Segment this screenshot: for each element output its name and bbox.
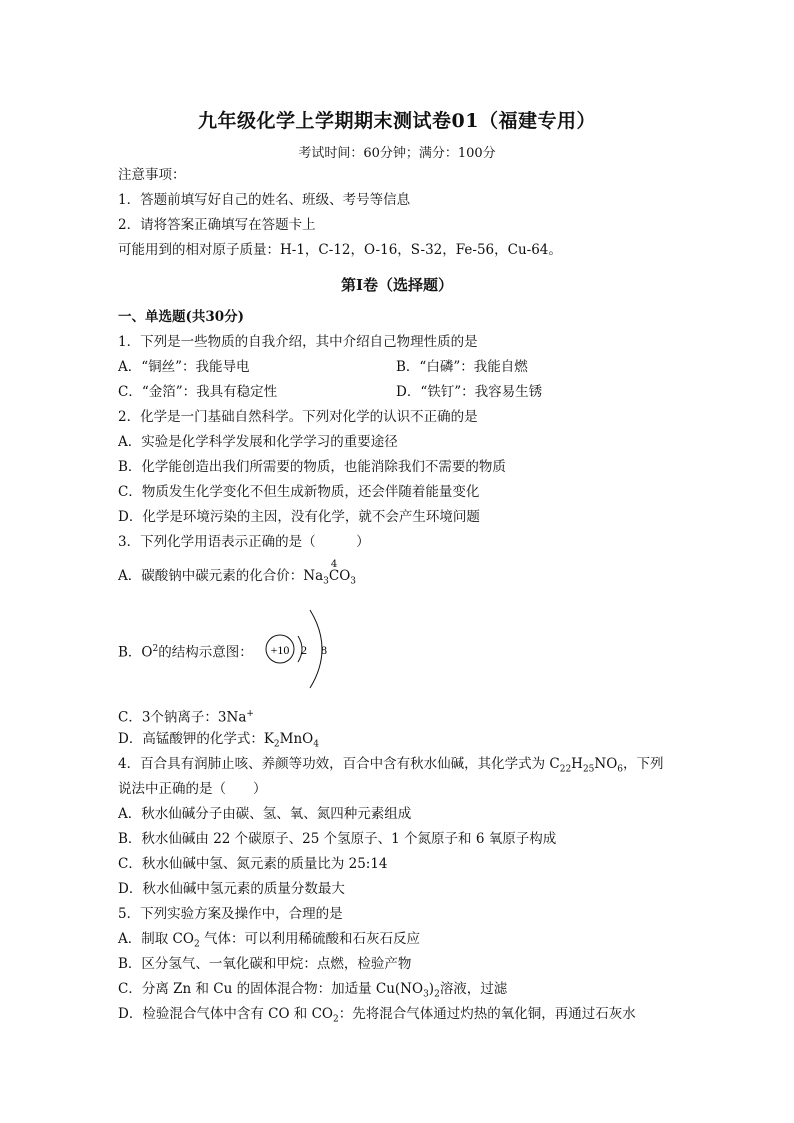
q4-stem-line2: 说法中正确的是（ ） [118,781,267,797]
q3-option-c-text: C．3个钠离子：3Na [118,709,247,726]
q5-option-c-tail: 溶液，过滤 [439,981,508,997]
q3-option-b-rest: 的结构示意图： [158,644,253,661]
q1-option-d: D．“铁钉”：我容易生锈 [396,384,543,400]
q5-option-b: B．区分氢气、一氧化碳和甲烷：点燃，检验产物 [118,956,412,972]
q3-formula-c-valence: 4 [330,559,338,570]
q4-stem-line1 [118,755,664,779]
q5-option-d-pre: D．检验混合气体中含有 CO 和 CO [118,1006,333,1022]
q5-option-c-pre: C．分离 Zn 和 Cu 的固体混合物：加适量 Cu(NO [118,981,424,997]
q4-sub-h: 25 [582,764,595,775]
q4-option-c: C．秋水仙碱中氢、氮元素的质量比为 25:14 [118,856,388,872]
q3-option-c [118,705,254,727]
shell-1-count: 2 [301,643,307,657]
q5-option-a-sub: 2 [193,939,200,950]
q4-sub-o: 6 [617,764,624,775]
q4-stem-a: 4．百合具有润肺止咳、养颜等功效，百合中含有秋水仙碱，其化学式为 C [118,756,560,772]
q3-option-c-sup: + [246,709,254,719]
q4-stem-b: ，下列 [623,756,664,772]
q3-option-b-sup: 2 [152,644,159,654]
q5-option-c-sub: 3 [423,989,429,1000]
q3-option-d-mid: MnO [279,731,314,747]
q2-stem: 2．化学是一门基础自然科学。下列对化学的认识不正确的是 [118,409,478,425]
part1-title: 第I卷（选择题） [340,276,454,294]
q3-option-d [118,730,319,754]
q2-option-d: D．化学是环境污染的主因，没有化学，就不会产生环境问题 [118,509,480,525]
exam-title: 九年级化学上学期期末测试卷01（福建专用） [198,110,596,132]
q5-option-c-sub2: 2 [434,989,440,1000]
q3-option-b-text: B．O [118,644,153,661]
section-heading: 一、单选题(共30分) [118,309,245,325]
q4-option-b: B．秋水仙碱由 22 个碳原子、25 个氢原子、1 个氮原子和 6 氧原子构成 [118,831,557,847]
q4-sub-c: 22 [559,764,572,775]
q3-formula-na-sub: 3 [323,576,329,587]
notice-item-1: 1．答题前填写好自己的姓名、班级、考号等信息 [118,192,411,208]
q5-option-d-post: ：先将混合气体通过灼热的氧化铜，再通过石灰水 [338,1006,636,1022]
q3-stem: 3．下列化学用语表示正确的是（ ） [118,534,370,550]
atom-structure-diagram [262,604,342,694]
shell-2-count: 8 [321,643,327,657]
q4-h: H [571,756,583,772]
q3-formula-o: O [339,568,351,584]
q3-option-d-text: D．高锰酸钾的化学式：K [118,731,274,747]
notice-heading: 注意事项： [118,167,186,183]
q1-stem: 1．下列是一些物质的自我介绍，其中介绍自己物理性质的是 [118,334,478,350]
q4-option-a: A．秋水仙碱分子由碳、氢、氧、氮四种元素组成 [118,806,412,822]
q3-formula-na: Na [303,568,324,584]
q5-option-c [118,980,507,1004]
q5-option-a-post: 气体：可以利用稀硫酸和石灰石反应 [199,931,420,947]
q1-option-a: A．“铜丝”：我能导电 [118,359,250,375]
q1-option-c: C．“金箔”：我具有稳定性 [118,384,278,400]
q3-option-a [118,559,357,591]
exam-info: 考试时间：60分钟；满分：100分 [298,146,496,161]
q5-option-a [118,930,420,954]
q3-formula-c [328,559,340,585]
q5-stem: 5．下列实验方案及操作中，合理的是 [118,906,343,922]
atomic-masses: 可能用到的相对原子质量：H-1，C-12，O-16，S-32，Fe-56，Cu-64。 [118,242,562,258]
q5-option-d [118,1005,636,1029]
q3-formula-c-symbol: C [328,568,340,584]
q5-option-c-post: ) [428,981,435,997]
nucleus-charge: +10 [270,643,290,657]
q3-option-a-text: A．碳酸钠中碳元素的化合价： [118,568,304,584]
q2-option-c: C．物质发生化学变化不但生成新物质，还会伴随着能量变化 [118,484,480,500]
q5-option-a-pre: A．制取 CO [118,931,194,947]
q5-option-d-sub: 2 [333,1014,339,1025]
q3-option-d-sub2: 4 [313,739,319,750]
q2-option-b: B．化学能创造出我们所需要的物质，也能消除我们不需要的物质 [118,459,506,475]
q4-option-d: D．秋水仙碱中氢元素的质量分数最大 [118,881,345,897]
q3-formula-o-sub: 3 [350,576,357,587]
notice-item-2: 2．请将答案正确填写在答题卡上 [118,217,316,233]
q1-option-b: B．“白磷”：我能自燃 [396,359,528,375]
q3-option-b [118,640,253,662]
q2-option-a: A．实验是化学科学发展和化学学习的重要途径 [118,434,398,450]
q3-option-d-sub1: 2 [273,739,280,750]
q4-no: NO [594,756,618,772]
